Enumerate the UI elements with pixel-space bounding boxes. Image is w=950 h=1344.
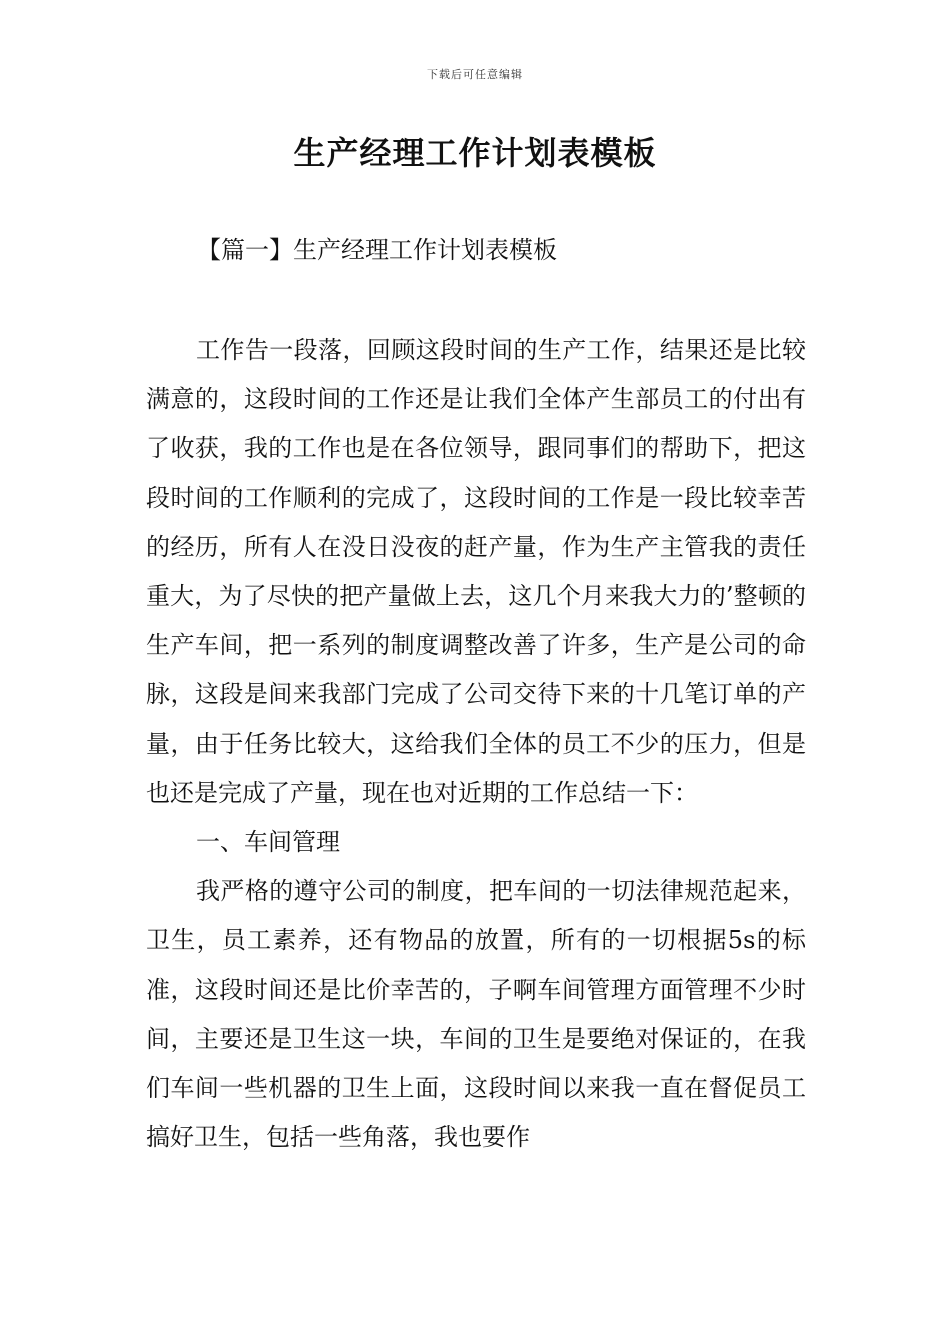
document-title: 生产经理工作计划表模板 bbox=[293, 134, 657, 172]
paragraph-intro: 工作告一段落，回顾这段时间的生产工作，结果还是比较满意的，这段时间的工作还是让我们全体产生部员工的付出有了收获，我的工作也是在各位领导，跟同事们的帮助下，把这段时间的工作顺利的完成了，这段时间的工作是一段比较幸苦的经历，所有人在没日没夜的赶产量，作为生产主管我的责任重大，为了尽快的把产量做上去，这几个月来我大力的’整顿的生产车间，把一系列的制度调整改善了许多，生产是公司的命脉，这段是间来我部门完成了公司交待下来的十几笔订单的产量，由于任务比较大，这给我们全体的员工不少的压力，但是也还是完成了产量，现在也对近期的工作总结一下： bbox=[146, 336, 806, 807]
section-heading: 【篇一】生产经理工作计划表模板 bbox=[197, 236, 557, 264]
header-note: 下载后可任意编辑 bbox=[427, 68, 523, 81]
paragraph-subheading-workshop: 一、车间管理 bbox=[196, 828, 340, 857]
body-text bbox=[146, 326, 806, 1162]
paragraph-workshop-management: 我严格的遵守公司的制度，把车间的一切法律规范起来，卫生，员工素养，还有物品的放置，所有的一切根据5s的标准，这段时间还是比价幸苦的，子啊车间管理方面管理不少时间，主要还是卫生这一块，车间的卫生是要绝对保证的，在我们车间一些机器的卫生上面，这段时间以来我一直在督促员工搞好卫生，包括一些角落，我也要作 bbox=[146, 877, 806, 1152]
